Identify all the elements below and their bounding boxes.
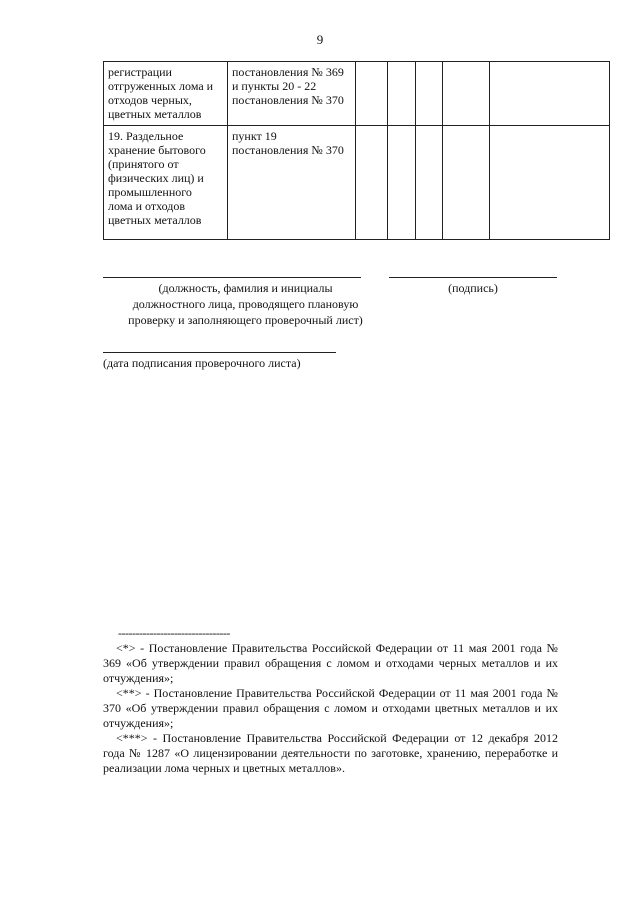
reference-cell — [228, 62, 356, 126]
checklist-table — [103, 61, 610, 240]
answer-cell-no[interactable] — [388, 62, 416, 126]
page-number: 9 — [316, 32, 324, 47]
official-name-line[interactable] — [103, 277, 361, 278]
footnote-divider: -------------------------------- — [118, 626, 230, 640]
footnote-mark: <**> — [116, 686, 142, 700]
table-row — [104, 62, 610, 126]
answer-cell-yes[interactable] — [356, 126, 388, 240]
official-caption: (должность, фамилия и инициалы должностного лица, проводящего плановую проверку и заполняющего проверочный лист) — [128, 281, 363, 327]
footnote-text: - Постановление Правительства Российской Федерации от 11 мая 2001 года № 370 «Об утверждении правил обращения с ломом и отходами цветных металлов и их отчуждения»; — [103, 686, 558, 730]
date-caption: (дата подписания проверочного листа) — [103, 356, 301, 370]
footnote-mark: <***> — [116, 731, 148, 745]
signature-line[interactable] — [389, 277, 557, 278]
answer-cell-yes[interactable] — [356, 62, 388, 126]
table-row — [104, 126, 610, 240]
requirement-text: регистрации отгруженных лома и отходов черных, цветных металлов — [108, 65, 214, 121]
answer-cell-extra[interactable] — [443, 62, 490, 126]
answer-cell-na[interactable] — [416, 126, 443, 240]
answer-cell-extra[interactable] — [443, 126, 490, 240]
notes-cell[interactable] — [490, 126, 610, 240]
reference-text: постановления № 369 и пункты 20 - 22 постановления № 370 — [232, 65, 344, 107]
footnote-2 — [103, 686, 558, 731]
footnote-text: - Постановление Правительства Российской Федерации от 12 декабря 2012 года № 1287 «О лицензировании деятельности по заготовке, хранению, переработке и реализации лома черных и цветных металлов». — [103, 731, 558, 775]
reference-text: пункт 19 постановления № 370 — [232, 129, 344, 157]
footnote-1 — [103, 641, 558, 686]
reference-cell — [228, 126, 356, 240]
requirement-text: 19. Раздельное хранение бытового (принятого от физических лиц) и промышленного лома и отходов цветных металлов — [108, 129, 206, 227]
footnote-text: - Постановление Правительства Российской Федерации от 11 мая 2001 года № 369 «Об утверждении правил обращения с ломом и отходами черных металлов и их отчуждения»; — [103, 641, 558, 685]
answer-cell-na[interactable] — [416, 62, 443, 126]
footnote-mark: <*> — [116, 641, 136, 655]
date-line[interactable] — [103, 352, 336, 353]
notes-cell[interactable] — [490, 62, 610, 126]
requirement-cell — [104, 62, 228, 126]
answer-cell-no[interactable] — [388, 126, 416, 240]
footnote-3 — [103, 731, 558, 776]
signature-caption: (подпись) — [448, 281, 498, 295]
requirement-cell — [104, 126, 228, 240]
